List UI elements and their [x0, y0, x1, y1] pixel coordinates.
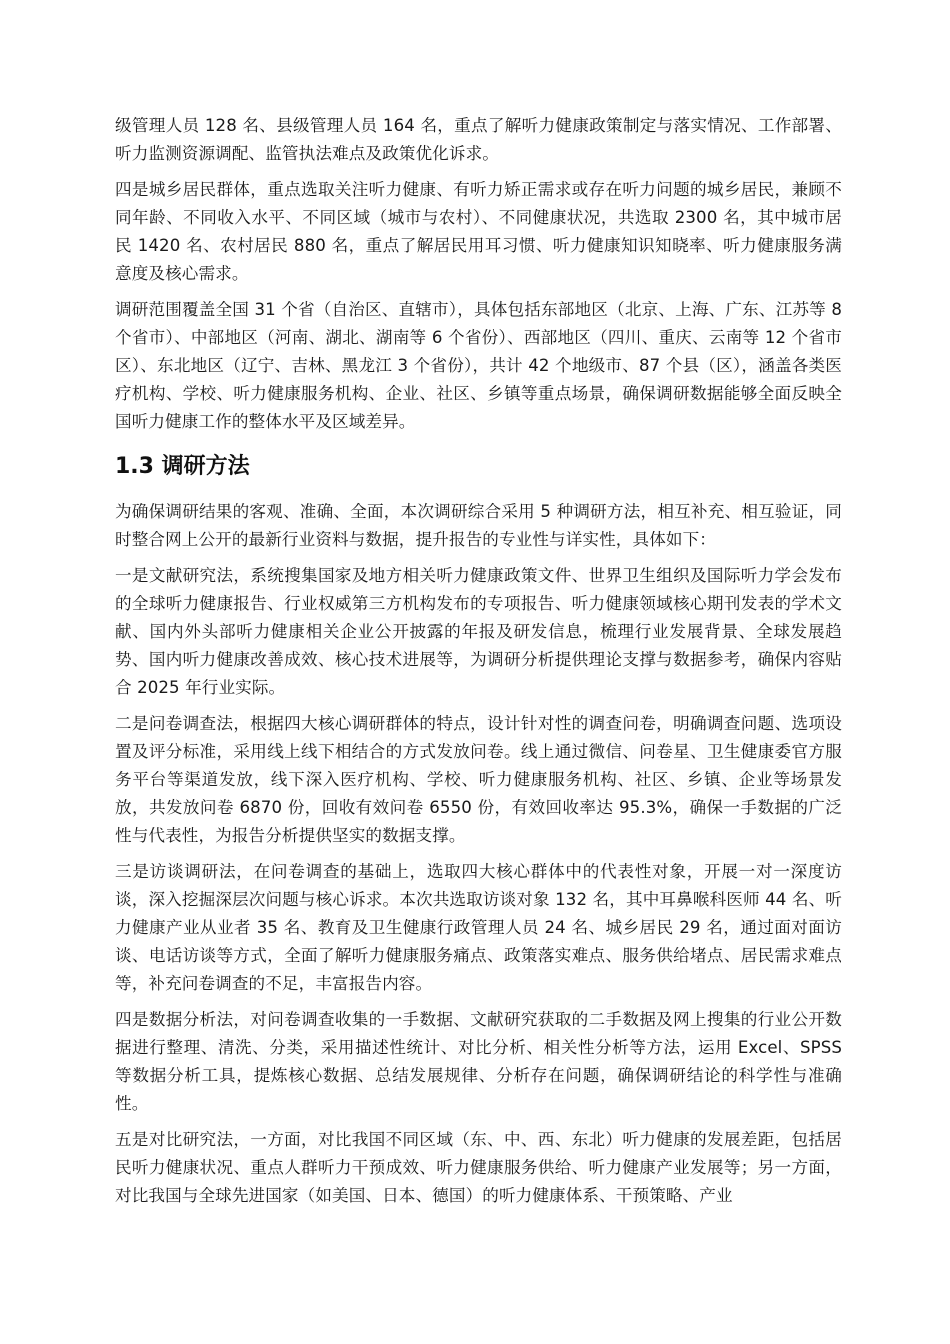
paragraph-literature-method: 一是文献研究法，系统搜集国家及地方相关听力健康政策文件、世界卫生组织及国际听力学会发布的全球听力健康报告、行业权威第三方机构发布的专项报告、听力健康领域核心期刊发表的学术文献、国内外头部听力健康相关企业公开披露的年报及研发信息，梳理行业发展背景、全球发展趋势、国内听力健康改善成效、核心技术进展等，为调研分析提供理论支撑与数据参考，确保内容贴合 2025 年行业实际。: [115, 566, 842, 697]
paragraph-interview-method: 三是访谈调研法，在问卷调查的基础上，选取四大核心群体中的代表性对象，开展一对一深度访谈，深入挖掘深层次问题与核心诉求。本次共选取访谈对象 132 名，其中耳鼻喉科医师 44 名、听力健康产业从业者 35 名、教育及卫生健康行政管理人员 24 名、城乡居民 29 名，通过面对面访谈、电话访谈等方式，全面了解听力健康服务痛点、政策落实难点、服务供给堵点、居民需求难点等，补充问卷调查的不足，丰富报告内容。: [115, 862, 842, 993]
paragraph-methods-intro: 为确保调研结果的客观、准确、全面，本次调研综合采用 5 种调研方法，相互补充、相互验证，同时整合网上公开的最新行业资料与数据，提升报告的专业性与详实性，具体如下：: [115, 502, 842, 549]
paragraph-management-staff: 级管理人员 128 名、县级管理人员 164 名，重点了解听力健康政策制定与落实情况、工作部署、听力监测资源调配、监管执法难点及政策优化诉求。: [115, 116, 842, 163]
paragraph-survey-scope: 调研范围覆盖全国 31 个省（自治区、直辖市），具体包括东部地区（北京、上海、广东、江苏等 8 个省市）、中部地区（河南、湖北、湖南等 6 个省份）、西部地区（四川、重庆、云南等 12 个省市区）、东北地区（辽宁、吉林、黑龙江 3 个省份），共计 42 个地级市、87 个县（区），涵盖各类医疗机构、学校、听力健康服务机构、企业、社区、乡镇等重点场景，确保调研数据能够全面反映全国听力健康工作的整体水平及区域差异。: [115, 300, 842, 431]
document-page: [115, 112, 842, 1218]
paragraph-data-analysis-method: 四是数据分析法，对问卷调查收集的一手数据、文献研究获取的二手数据及网上搜集的行业公开数据进行整理、清洗、分类，采用描述性统计、对比分析、相关性分析等方法，运用 Excel、SPSS 等数据分析工具，提炼核心数据、总结发展规律、分析存在问题，确保调研结论的科学性与准确性。: [115, 1010, 842, 1113]
paragraph-residents-group: 四是城乡居民群体，重点选取关注听力健康、有听力矫正需求或存在听力问题的城乡居民，兼顾不同年龄、不同收入水平、不同区域（城市与农村）、不同健康状况，共选取 2300 名，其中城市居民 1420 名、农村居民 880 名，重点了解居民用耳习惯、听力健康知识知晓率、听力健康服务满意度及核心需求。: [115, 180, 842, 283]
paragraph-comparison-method: 五是对比研究法，一方面，对比我国不同区域（东、中、西、东北）听力健康的发展差距，包括居民听力健康状况、重点人群听力干预成效、听力健康服务供给、听力健康产业发展等；另一方面，对比我国与全球先进国家（如美国、日本、德国）的听力健康体系、干预策略、产业: [115, 1130, 842, 1205]
paragraph-questionnaire-method: 二是问卷调查法，根据四大核心调研群体的特点，设计针对性的调查问卷，明确调查问题、选项设置及评分标准，采用线上线下相结合的方式发放问卷。线上通过微信、问卷星、卫生健康委官方服务平台等渠道发放，线下深入医疗机构、学校、听力健康服务机构、社区、乡镇、企业等场景发放，共发放问卷 6870 份，回收有效问卷 6550 份，有效回收率达 95.3%，确保一手数据的广泛性与代表性，为报告分析提供坚实的数据支撑。: [115, 714, 842, 845]
section-heading: 1.3 调研方法: [115, 454, 250, 479]
